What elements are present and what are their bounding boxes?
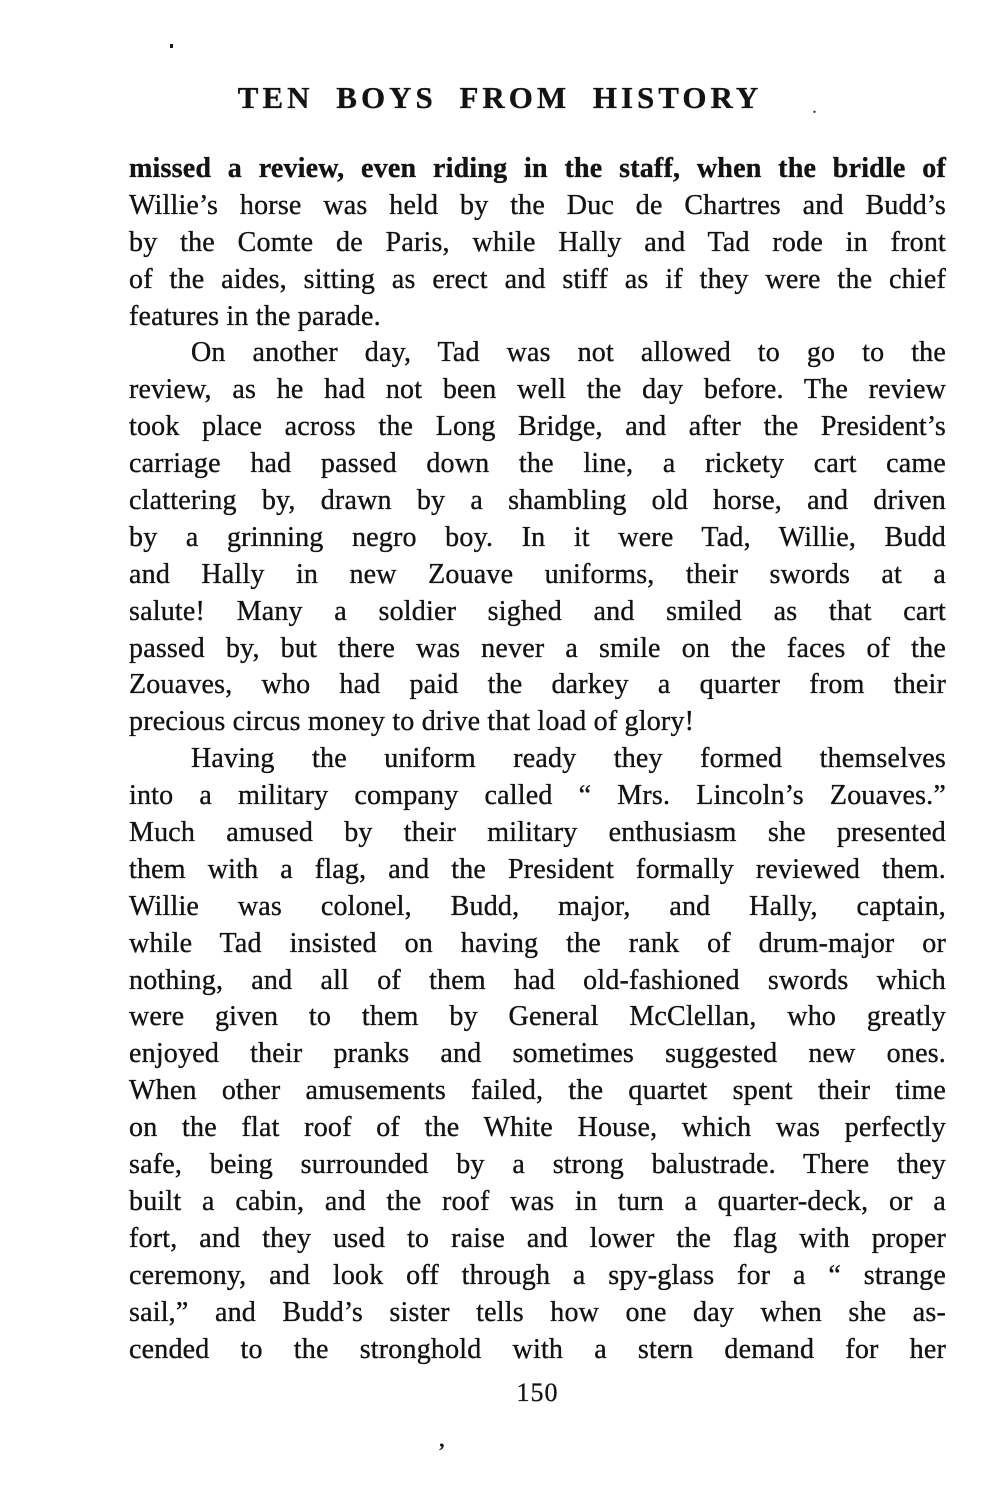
text-line: carriage had passed down the line, a rickety cart came (129, 448, 946, 480)
text-line: salute! Many a soldier sighed and smiled as that cart (129, 595, 946, 627)
stray-ink-mark: ’ (438, 1438, 446, 1463)
text-line: enjoyed their pranks and sometimes suggested new ones. (129, 1038, 946, 1070)
text-line: and Hally in new Zouave uniforms, their swords at a (129, 558, 946, 590)
text-line: into a military company called “ Mrs. Lincoln’s Zouaves.” (129, 780, 946, 812)
text-line: cended to the stronghold with a stern demand for her (129, 1333, 946, 1365)
text-line: took place across the Long Bridge, and after the President’s (129, 411, 946, 443)
header-period-artifact: . (812, 96, 817, 118)
text-line: precious circus money to drive that load of glory! (129, 706, 695, 738)
text-line: missed a review, even riding in the staff, when the bridle of (129, 153, 946, 184)
text-line: by a grinning negro boy. In it were Tad, Willie, Budd (129, 521, 946, 553)
text-line: fort, and they used to raise and lower the flag with proper (129, 1222, 946, 1254)
text-line: clattering by, drawn by a shambling old horse, and driven (129, 485, 946, 517)
text-line: Willie’s horse was held by the Duc de Chartres and Budd’s (129, 189, 946, 221)
text-line: When other amusements failed, the quartet spent their time (129, 1075, 946, 1107)
text-line: nothing, and all of them had old-fashioned swords which (129, 964, 946, 996)
text-line: Having the uniform ready they formed themselves (191, 743, 946, 775)
text-line: review, as he had not been well the day before. The review (129, 374, 946, 406)
text-line: on the flat roof of the White House, which was perfectly (129, 1112, 946, 1144)
text-line: built a cabin, and the roof was in turn a quarter-deck, or a (129, 1185, 946, 1217)
text-line: Zouaves, who had paid the darkey a quarter from their (129, 669, 946, 701)
text-line: while Tad insisted on having the rank of drum-major or (129, 927, 946, 959)
text-line: them with a flag, and the President formally reviewed them. (129, 853, 946, 885)
text-line: by the Comte de Paris, while Hally and Tad rode in front (129, 226, 946, 258)
text-line: ceremony, and look off through a spy-glass for a “ strange (129, 1259, 946, 1291)
text-line: features in the parade. (129, 300, 381, 332)
page-number: 150 (516, 1378, 559, 1407)
text-line: passed by, but there was never a smile on the faces of the (129, 632, 946, 664)
text-line: Much amused by their military enthusiasm she presented (129, 817, 946, 849)
ink-speck (170, 44, 173, 48)
text-line: On another day, Tad was not allowed to go to the (191, 337, 946, 369)
text-line: of the aides, sitting as erect and stiff as if they were the chief (129, 263, 946, 295)
text-line: were given to them by General McClellan, who greatly (129, 1001, 946, 1033)
text-line: Willie was colonel, Budd, major, and Hally, captain, (129, 890, 946, 922)
page-title: TEN BOYS FROM HISTORY (237, 80, 763, 115)
text-line: safe, being surrounded by a strong balustrade. There they (129, 1149, 946, 1181)
text-line: sail,” and Budd’s sister tells how one day when she as- (129, 1296, 946, 1328)
body-text (129, 151, 946, 1368)
